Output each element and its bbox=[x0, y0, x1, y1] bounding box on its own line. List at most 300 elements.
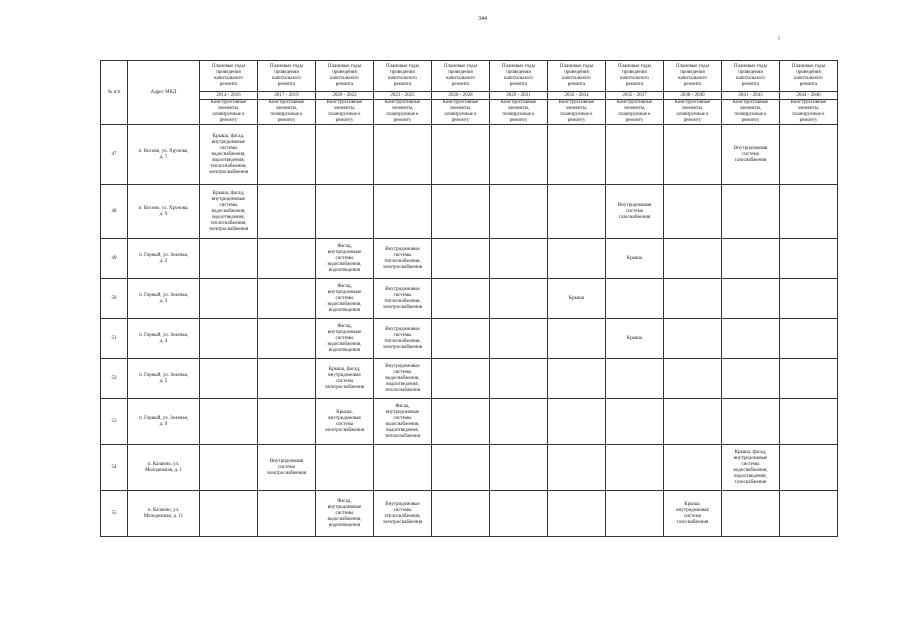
row-address bbox=[128, 445, 200, 491]
repair-elements-cell bbox=[722, 279, 780, 319]
header-planned-years-line: капитального bbox=[446, 76, 475, 81]
repair-elements-cell-line: водоотведения, bbox=[212, 214, 245, 220]
row-number-line: 51 bbox=[111, 335, 117, 341]
header-elements-line: элементы, bbox=[565, 106, 588, 111]
repair-elements-cell bbox=[432, 399, 490, 445]
row-address bbox=[128, 125, 200, 185]
header-address bbox=[128, 61, 200, 125]
row-address-line: д. 2 bbox=[159, 258, 168, 264]
header-elements bbox=[316, 100, 374, 125]
repair-elements-cell bbox=[316, 399, 374, 445]
header-elements bbox=[374, 100, 432, 125]
repair-elements-cell bbox=[664, 239, 722, 279]
header-num bbox=[101, 61, 128, 125]
header-planned-years-line: капитального bbox=[214, 76, 243, 81]
repair-elements-cell-line: электроснабжения bbox=[266, 470, 307, 476]
row-address-line: д. 9 bbox=[159, 211, 168, 217]
repair-elements-cell-line: электроснабжения bbox=[382, 264, 423, 270]
row-address-line: п. Калачно, ул. bbox=[147, 461, 180, 467]
repair-elements-cell-line: внутридомовые bbox=[327, 289, 362, 295]
row-address-line: п. Восово, ул. Хрунова, bbox=[138, 148, 189, 154]
header-year-range bbox=[316, 92, 374, 100]
row-address-line: Молодежная, д. 11 bbox=[143, 513, 184, 519]
repair-elements-cell bbox=[374, 279, 432, 319]
repair-elements-cell-line: внутридомовые bbox=[385, 409, 420, 415]
repair-elements-cell bbox=[200, 319, 258, 359]
repair-elements-cell-line: Внутридомовая bbox=[733, 145, 768, 151]
header-elements-line: планируемые к bbox=[212, 112, 245, 117]
repair-elements-cell-line: теплоснабжения, bbox=[384, 338, 421, 344]
header-elements-line: элементы, bbox=[797, 106, 820, 111]
header-planned-years-line: капитального bbox=[678, 76, 707, 81]
repair-elements-cell bbox=[664, 445, 722, 491]
header-year-range-line: 2035 - 2037 bbox=[622, 92, 647, 98]
header-elements-line: планируемые к bbox=[792, 112, 825, 117]
header-elements-line: ремонту bbox=[799, 118, 818, 123]
edge-mark: I bbox=[778, 36, 780, 42]
repair-elements-cell bbox=[780, 185, 838, 239]
header-elements-line: Конструктивные bbox=[326, 100, 363, 105]
repair-elements-cell-line: водоотведения, bbox=[212, 157, 245, 163]
repair-elements-cell bbox=[722, 445, 780, 491]
repair-elements-cell-line: водоотведения bbox=[328, 267, 361, 273]
header-elements-line: элементы, bbox=[333, 106, 356, 111]
repair-elements-cell-line: водоснабжения, bbox=[385, 421, 420, 427]
row-address-line: д. 5 bbox=[159, 378, 168, 384]
repair-elements-cell-line: электроснабжения bbox=[382, 304, 423, 310]
header-year-range bbox=[258, 92, 316, 100]
header-planned-years-line: капитального bbox=[562, 76, 591, 81]
header-elements bbox=[548, 100, 606, 125]
repair-elements-cell bbox=[258, 399, 316, 445]
header-planned-years-line: проведения bbox=[680, 70, 705, 75]
page-number: 344 bbox=[478, 16, 487, 22]
repair-elements-cell bbox=[490, 359, 548, 399]
row-address bbox=[128, 399, 200, 445]
row-address-line: п. Горный, ул. Зеленая, bbox=[139, 252, 188, 258]
header-elements-line: Конструктивные bbox=[268, 100, 305, 105]
repair-elements-cell bbox=[200, 491, 258, 537]
repair-elements-cell bbox=[490, 125, 548, 185]
header-elements-line: планируемые к bbox=[270, 112, 303, 117]
header-planned-years-line: капитального bbox=[272, 76, 301, 81]
header-planned-years bbox=[316, 61, 374, 92]
header-elements bbox=[432, 100, 490, 125]
header-planned-years bbox=[606, 61, 664, 92]
table-row bbox=[101, 185, 838, 239]
repair-elements-cell bbox=[432, 491, 490, 537]
repair-elements-cell bbox=[606, 445, 664, 491]
repair-elements-cell-line: водоснабжения, bbox=[211, 208, 246, 214]
header-year-range-line: 2014 - 2016 bbox=[216, 92, 241, 98]
repair-elements-cell bbox=[722, 359, 780, 399]
repair-elements-cell-line: теплоснабжения bbox=[385, 433, 420, 439]
repair-elements-cell bbox=[432, 279, 490, 319]
repair-elements-cell-line: Фасад, bbox=[395, 403, 410, 409]
row-address-line: Молодежная, д. 1 bbox=[144, 467, 183, 473]
header-planned-years-line: ремонта bbox=[741, 82, 760, 87]
header-year-range bbox=[664, 92, 722, 100]
row-number-line: 55 bbox=[111, 510, 117, 516]
repair-elements-cell bbox=[200, 399, 258, 445]
header-elements-line: элементы, bbox=[507, 106, 530, 111]
repair-elements-cell bbox=[316, 239, 374, 279]
repair-elements-cell-line: внутридомовые bbox=[211, 139, 246, 145]
repair-elements-cell-line: водоснабжения, bbox=[733, 467, 768, 473]
repair-elements-cell bbox=[258, 359, 316, 399]
repair-elements-cell bbox=[606, 399, 664, 445]
repair-elements-cell-line: водоснабжения, bbox=[385, 375, 420, 381]
repair-elements-cell-line: внутридомовые bbox=[327, 329, 362, 335]
repair-elements-cell-line: Фасад, bbox=[337, 498, 352, 504]
header-planned-years-line: ремонта bbox=[683, 82, 702, 87]
header-elements-line: планируемые к bbox=[502, 112, 535, 117]
repair-elements-cell-line: системы bbox=[393, 252, 412, 258]
header-elements bbox=[490, 100, 548, 125]
row-address bbox=[128, 359, 200, 399]
header-planned-years-line: Плановые годы bbox=[270, 64, 303, 69]
repair-elements-cell bbox=[258, 279, 316, 319]
header-num-line: № п/п bbox=[107, 89, 121, 95]
repair-elements-cell-line: Крыша, фасад, bbox=[212, 133, 245, 139]
repair-elements-cell bbox=[606, 185, 664, 239]
repair-elements-cell bbox=[548, 359, 606, 399]
header-planned-years bbox=[664, 61, 722, 92]
row-number bbox=[101, 239, 128, 279]
header-elements-line: элементы, bbox=[217, 106, 240, 111]
header-elements-line: планируемые к bbox=[386, 112, 419, 117]
row-address-line: д. 7 bbox=[159, 154, 168, 160]
header-year-range-line: 2017 - 2019 bbox=[274, 92, 299, 98]
repair-elements-cell bbox=[722, 185, 780, 239]
row-address-line: д. 9 bbox=[159, 421, 168, 427]
header-planned-years bbox=[258, 61, 316, 92]
repair-elements-cell-line: внутридомовые bbox=[327, 504, 362, 510]
row-number-line: 49 bbox=[111, 255, 117, 261]
row-address bbox=[128, 491, 200, 537]
repair-elements-cell bbox=[664, 185, 722, 239]
repair-elements-cell bbox=[490, 239, 548, 279]
repair-elements-cell-line: системы bbox=[393, 507, 412, 513]
repair-elements-cell bbox=[780, 445, 838, 491]
header-elements-line: Конструктивные bbox=[384, 100, 421, 105]
header-elements-line: ремонту bbox=[451, 118, 470, 123]
repair-elements-cell-line: Крыша bbox=[626, 335, 643, 341]
header-planned-years-line: ремонта bbox=[393, 82, 412, 87]
header-elements bbox=[606, 100, 664, 125]
repair-elements-cell-line: водоотведения bbox=[328, 307, 361, 313]
repair-elements-cell-line: Внутридомовые bbox=[385, 501, 420, 507]
repair-elements-cell bbox=[780, 279, 838, 319]
repair-elements-cell-line: система bbox=[684, 513, 701, 519]
row-number bbox=[101, 399, 128, 445]
repair-elements-cell bbox=[722, 125, 780, 185]
repair-elements-cell bbox=[432, 319, 490, 359]
repair-elements-cell bbox=[258, 319, 316, 359]
repair-elements-cell-line: водоснабжения, bbox=[327, 261, 362, 267]
header-elements-line: элементы, bbox=[275, 106, 298, 111]
header-planned-years-line: Плановые годы bbox=[734, 64, 767, 69]
repair-elements-cell bbox=[664, 319, 722, 359]
repair-elements-cell bbox=[548, 185, 606, 239]
repair-elements-cell-line: системы bbox=[393, 292, 412, 298]
repair-elements-cell-line: электроснабжения bbox=[208, 169, 249, 175]
repair-elements-cell-line: внутридомовая bbox=[328, 372, 361, 378]
repair-elements-cell bbox=[780, 239, 838, 279]
header-elements-line: элементы, bbox=[681, 106, 704, 111]
repair-elements-cell-line: водоотведения, bbox=[734, 473, 767, 479]
table-row bbox=[101, 125, 838, 185]
header-elements-line: ремонту bbox=[625, 118, 644, 123]
header-year-range-line: 2044 - 2046 bbox=[796, 92, 821, 98]
header-elements-line: Конструктивные bbox=[558, 100, 595, 105]
repair-elements-cell bbox=[200, 359, 258, 399]
header-planned-years-line: проведения bbox=[738, 70, 763, 75]
repair-elements-cell bbox=[780, 399, 838, 445]
repair-elements-cell-line: Фасад, bbox=[337, 323, 352, 329]
table-row bbox=[101, 279, 838, 319]
header-planned-years-line: Плановые годы bbox=[560, 64, 593, 69]
repair-elements-cell-line: Внутридомовые bbox=[385, 286, 420, 292]
repair-elements-cell bbox=[780, 491, 838, 537]
repair-elements-cell bbox=[548, 319, 606, 359]
repair-elements-cell bbox=[780, 359, 838, 399]
header-year-range-line: 2038 - 2040 bbox=[680, 92, 705, 98]
repair-elements-cell bbox=[606, 319, 664, 359]
repair-elements-cell bbox=[606, 359, 664, 399]
repair-elements-cell-line: Крыша, bbox=[336, 409, 353, 415]
repair-elements-cell-line: система bbox=[742, 151, 759, 157]
repair-elements-cell bbox=[316, 125, 374, 185]
repair-elements-cell bbox=[664, 491, 722, 537]
repair-elements-cell bbox=[316, 279, 374, 319]
repair-elements-cell bbox=[258, 125, 316, 185]
repair-elements-cell-line: водоотведения, bbox=[386, 427, 419, 433]
header-year-range bbox=[780, 92, 838, 100]
header-year-range bbox=[374, 92, 432, 100]
header-planned-years-line: Плановые годы bbox=[618, 64, 651, 69]
repair-elements-cell-line: электроснабжения bbox=[382, 519, 423, 525]
repair-elements-cell-line: газоснабжения bbox=[734, 479, 767, 485]
repair-elements-cell-line: система bbox=[278, 464, 295, 470]
repair-elements-cell-line: системы bbox=[393, 369, 412, 375]
header-elements-line: ремонту bbox=[277, 118, 296, 123]
repair-elements-cell bbox=[664, 125, 722, 185]
repair-elements-cell bbox=[548, 125, 606, 185]
header-elements-line: элементы, bbox=[623, 106, 646, 111]
header-elements-line: ремонту bbox=[335, 118, 354, 123]
header-year-range-line: 2032 - 2034 bbox=[564, 92, 589, 98]
repair-elements-cell bbox=[374, 359, 432, 399]
header-elements-line: ремонту bbox=[741, 118, 760, 123]
repair-elements-cell bbox=[258, 239, 316, 279]
repair-elements-cell-line: водоснабжения, bbox=[327, 516, 362, 522]
header-year-range-line: 2026 - 2028 bbox=[448, 92, 473, 98]
header-elements bbox=[664, 100, 722, 125]
header-planned-years bbox=[722, 61, 780, 92]
repair-elements-cell bbox=[200, 125, 258, 185]
header-planned-years-line: проведения bbox=[796, 70, 821, 75]
row-number bbox=[101, 279, 128, 319]
repair-elements-cell bbox=[200, 279, 258, 319]
header-elements bbox=[722, 100, 780, 125]
header-planned-years-line: капитального bbox=[620, 76, 649, 81]
header-year-range-line: 2020 - 2022 bbox=[332, 92, 357, 98]
repair-elements-cell-line: системы bbox=[335, 255, 354, 261]
header-elements-line: элементы, bbox=[391, 106, 414, 111]
row-number bbox=[101, 319, 128, 359]
row-address-line: п. Горный, ул. Зеленая, bbox=[139, 332, 188, 338]
repair-elements-cell bbox=[722, 319, 780, 359]
repair-elements-cell bbox=[490, 319, 548, 359]
repair-elements-cell bbox=[606, 279, 664, 319]
header-elements-line: элементы, bbox=[739, 106, 762, 111]
repair-elements-cell bbox=[548, 399, 606, 445]
row-address bbox=[128, 279, 200, 319]
repair-elements-cell bbox=[316, 185, 374, 239]
repair-elements-cell-line: теплоснабжения, bbox=[210, 163, 247, 169]
repair-elements-cell-line: электроснабжения bbox=[208, 226, 249, 232]
header-year-range bbox=[200, 92, 258, 100]
repair-elements-cell-line: Внутридомовые bbox=[385, 246, 420, 252]
repair-elements-cell-line: системы bbox=[219, 145, 238, 151]
repair-elements-cell-line: водоснабжения, bbox=[327, 341, 362, 347]
row-address-line: п. Горный, ул. Зеленая, bbox=[139, 372, 188, 378]
row-number bbox=[101, 185, 128, 239]
row-number bbox=[101, 359, 128, 399]
table-row bbox=[101, 239, 838, 279]
row-address bbox=[128, 239, 200, 279]
repair-elements-cell-line: Внутридомовые bbox=[385, 363, 420, 369]
repair-elements-cell-line: водоотведения bbox=[328, 522, 361, 528]
header-planned-years-line: капитального bbox=[504, 76, 533, 81]
repair-elements-cell-line: водоотведения bbox=[328, 347, 361, 353]
header-elements-line: планируемые к bbox=[618, 112, 651, 117]
repair-elements-cell-line: Крыша bbox=[626, 255, 643, 261]
repair-elements-cell-line: теплоснабжения, bbox=[210, 220, 247, 226]
repair-elements-cell-line: водоснабжения, bbox=[327, 301, 362, 307]
repair-elements-cell bbox=[548, 239, 606, 279]
header-elements bbox=[200, 100, 258, 125]
header-planned-years-line: проведения bbox=[506, 70, 531, 75]
repair-elements-cell bbox=[432, 445, 490, 491]
repair-elements-cell bbox=[258, 445, 316, 491]
header-year-range bbox=[548, 92, 606, 100]
repair-elements-cell bbox=[258, 185, 316, 239]
repair-elements-cell-line: системы bbox=[741, 461, 760, 467]
header-planned-years-line: капитального bbox=[794, 76, 823, 81]
repair-elements-cell-line: Крыша, фасад, bbox=[734, 449, 767, 455]
row-address bbox=[128, 185, 200, 239]
repair-elements-cell-line: теплоснабжения, bbox=[384, 258, 421, 264]
repair-elements-cell-line: электроснабжения bbox=[324, 427, 365, 433]
repair-elements-cell bbox=[722, 239, 780, 279]
header-planned-years-line: проведения bbox=[332, 70, 357, 75]
header-elements bbox=[780, 100, 838, 125]
header-year-range-line: 2023 - 2025 bbox=[390, 92, 415, 98]
header-planned-years bbox=[780, 61, 838, 92]
header-planned-years-line: ремонта bbox=[509, 82, 528, 87]
repair-elements-cell-line: Фасад, bbox=[337, 243, 352, 249]
repair-elements-cell bbox=[374, 239, 432, 279]
header-elements-line: планируемые к bbox=[444, 112, 477, 117]
header-year-range bbox=[606, 92, 664, 100]
header-planned-years-line: проведения bbox=[448, 70, 473, 75]
repair-elements-cell-line: электроснабжения bbox=[382, 344, 423, 350]
repair-elements-cell bbox=[200, 185, 258, 239]
repair-elements-cell bbox=[780, 125, 838, 185]
repair-elements-cell bbox=[432, 125, 490, 185]
row-address-line: п. Калачно, ул. bbox=[147, 507, 180, 513]
header-planned-years-line: ремонта bbox=[277, 82, 296, 87]
header-elements-line: планируемые к bbox=[676, 112, 709, 117]
row-address-line: д. 4 bbox=[159, 338, 168, 344]
header-planned-years-line: проведения bbox=[622, 70, 647, 75]
repair-elements-cell-line: внутридомовая bbox=[328, 415, 361, 421]
repair-elements-cell bbox=[490, 445, 548, 491]
header-elements-line: Конструктивные bbox=[500, 100, 537, 105]
repair-elements-cell-line: Фасад, bbox=[337, 283, 352, 289]
header-planned-years-line: ремонта bbox=[451, 82, 470, 87]
repair-elements-cell bbox=[374, 491, 432, 537]
header-year-range-line: 2041 - 2043 bbox=[738, 92, 763, 98]
row-number bbox=[101, 125, 128, 185]
header-elements-line: ремонту bbox=[509, 118, 528, 123]
repair-elements-cell bbox=[722, 399, 780, 445]
header-planned-years-line: ремонта bbox=[799, 82, 818, 87]
repair-elements-cell-line: внутридомовая bbox=[676, 507, 709, 513]
repair-elements-cell-line: системы bbox=[335, 510, 354, 516]
table-row bbox=[101, 359, 838, 399]
repair-elements-cell bbox=[374, 399, 432, 445]
header-planned-years-line: проведения bbox=[390, 70, 415, 75]
header-elements-line: ремонту bbox=[219, 118, 238, 123]
header-elements-line: элементы, bbox=[449, 106, 472, 111]
header-planned-years-line: капитального bbox=[388, 76, 417, 81]
header-planned-years-line: Плановые годы bbox=[792, 64, 825, 69]
row-address-line: д. 3 bbox=[159, 298, 168, 304]
row-number-line: 48 bbox=[111, 208, 117, 214]
repair-elements-cell bbox=[200, 445, 258, 491]
header-year-range bbox=[722, 92, 780, 100]
header-planned-years bbox=[490, 61, 548, 92]
header-elements-line: планируемые к bbox=[560, 112, 593, 117]
header-planned-years-line: проведения bbox=[274, 70, 299, 75]
repair-elements-cell bbox=[664, 279, 722, 319]
repair-elements-cell-line: Внутридомовая bbox=[617, 202, 652, 208]
repair-elements-cell bbox=[490, 491, 548, 537]
repair-elements-cell-line: система bbox=[336, 378, 353, 384]
repair-elements-cell-line: теплоснабжения, bbox=[384, 513, 421, 519]
repair-elements-cell bbox=[432, 185, 490, 239]
header-planned-years-line: капитального bbox=[736, 76, 765, 81]
repair-elements-cell bbox=[432, 239, 490, 279]
repair-elements-cell-line: внутридомовые bbox=[327, 249, 362, 255]
header-elements-line: Конструктивные bbox=[732, 100, 769, 105]
row-address-line: п. Восово, ул. Хрунова, bbox=[138, 205, 189, 211]
header-address-line: Адрес МКД bbox=[150, 89, 177, 95]
repair-elements-cell-line: электроснабжения bbox=[324, 384, 365, 390]
header-planned-years-line: Плановые годы bbox=[212, 64, 245, 69]
table-row bbox=[101, 399, 838, 445]
row-number bbox=[101, 445, 128, 491]
repair-elements-cell-line: системы bbox=[393, 415, 412, 421]
repair-elements-cell-line: водоотведения, bbox=[386, 381, 419, 387]
repair-elements-cell-line: теплоснабжения bbox=[385, 387, 420, 393]
repair-elements-cell-line: Крыша bbox=[568, 295, 585, 301]
header-elements-line: Конструктивные bbox=[210, 100, 247, 105]
repair-elements-cell-line: внутридомовые bbox=[733, 455, 768, 461]
